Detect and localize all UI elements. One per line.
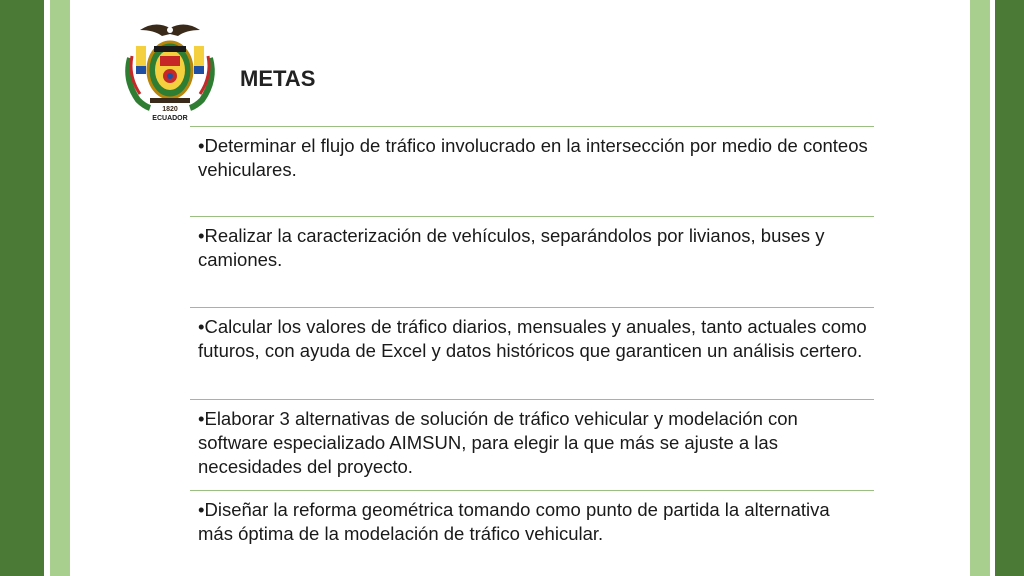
goal-item: •Diseñar la reforma geométrica tomando como punto de partida la alternativa más óptima de la modelación de tráfico vehicular.	[190, 490, 874, 570]
left-dark-bar	[0, 0, 44, 576]
logo-year: 1820	[162, 106, 178, 113]
goal-item: •Determinar el flujo de tráfico involucrado en la intersección por medio de conteos vehiculares.	[190, 126, 874, 216]
left-light-bar	[50, 0, 70, 576]
goals-list	[190, 126, 874, 570]
ecuador-coat-of-arms-logo	[120, 18, 220, 122]
goal-item: •Calcular los valores de tráfico diarios, mensuales y anuales, tanto actuales como futuros, con ayuda de Excel y datos históricos que garanticen un análisis certero.	[190, 307, 874, 399]
goal-item: •Elaborar 3 alternativas de solución de tráfico vehicular y modelación con software especializado AIMSUN, para elegir la que más se ajuste a las necesidades del proyecto.	[190, 399, 874, 490]
right-dark-bar	[995, 0, 1024, 576]
logo-caption: ECUADOR	[152, 115, 188, 122]
goal-item: •Realizar la caracterización de vehículos, separándolos por livianos, buses y camiones.	[190, 216, 874, 307]
right-light-bar	[970, 0, 990, 576]
page-title: METAS	[240, 66, 316, 91]
